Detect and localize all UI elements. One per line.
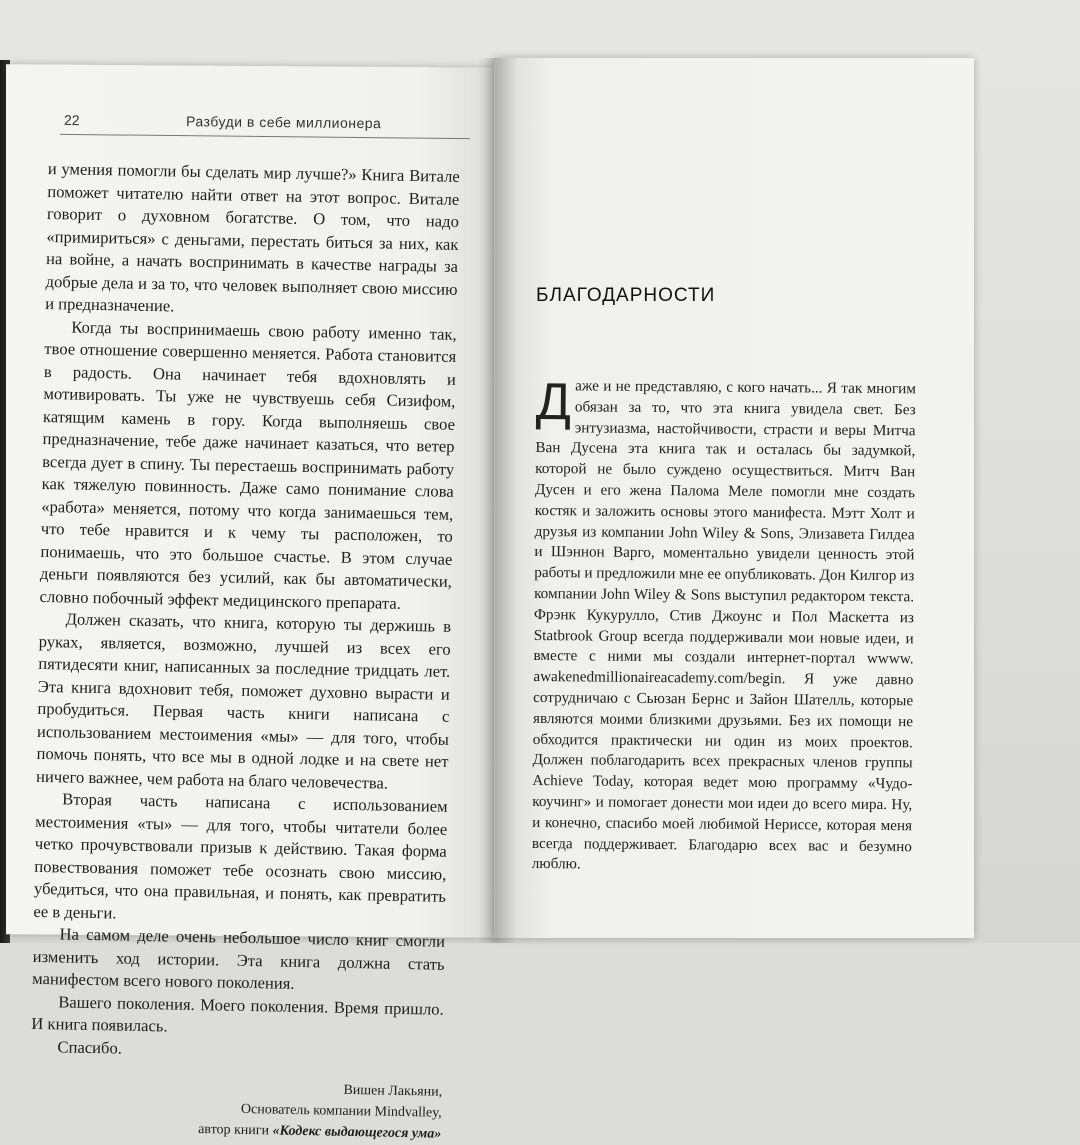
paragraph: Вашего поколения. Моего поколения. Время пришло. И книга появилась. — [31, 991, 444, 1036]
chapter-title: БЛАГОДАРНОСТИ — [536, 285, 716, 306]
page-number: 22 — [63, 111, 80, 129]
book-spine-shadow — [478, 58, 518, 943]
left-page-text — [29, 158, 460, 1145]
paragraph: и умения помогли бы сделать мир лучше?» Книга Витале поможет читателю найти ответ на этот вопрос. Витале говорит о духовном богатстве. О том, что надо «примириться» с деньгами, перестать биться за них, как на войне, а начать воспринимать в качестве награды за добрые дела и за то, что человек выполняет свою миссию и предназначение. — [45, 158, 460, 316]
acknowledgements-body: аже и не представляю, с кого начать... Я так многим обязан за то, что эта книга увидела свет. Без энтузиазма, настойчивости, страсти и веры Митча Ван Дусена эта книга так и осталась бы задумкой, которой не было суждено осуществиться. Митч Ван Дусен и его жена Палома Меле помогли мне создать костяк и заложить основы этого манифеста. Мэтт Холт и друзья из компании John Wiley & Sons, Элизавета Гилдеа и Шэннон Варго, моментально увидели ценность этой работы и предложили мне ее опубликовать. Дон Килгор из компании John Wiley & Sons выступил редактором текста. Фрэнк Кукурулло, Стив Джоунс и Пол Маскетта из Statbrook Group всегда поддерживали мои новые идеи, и вместе с ними мы создали интернет-портал wwww. awakenedmillionaireacademy.com/begin. Я уже давно сотрудничаю с Сьюзан Бернс и Зайон Шателль, которые являются моими близкими друзьями. Без их помощи не обходится практически ни один из моих проектов. Должен поблагодарить всех прекрасных членов группы Achieve Today, которая ведет мою программу «Чудо-коучинг» и помогает донести мои идеи до всего мира. Ну, и конечно, спасибо моей любимой Нериссе, которая меня всегда поддерживает. Благодарю всех вас и безумно люблю. — [531, 377, 916, 873]
paragraph: Должен сказать, что книга, которую ты держишь в руках, является, возможно, лучшей из всех его пятидесяти книг, написанных за последние тридцать лет. Эта книга вдохновит тебя, поможет духовно вырасти и пробудиться. Первая часть книги написана с использованием местоимения «мы» — для того, чтобы помочь понять, что все мы в одной лодке и на свете нет ничего важнее, чем работа на благо человечества. — [35, 609, 452, 793]
drop-cap: Д — [535, 373, 572, 432]
signature-role: Основатель компании Mindvalley, — [240, 1101, 442, 1121]
paragraph: Когда ты воспринимаешь свою работу именно так, твое отношение совершенно меняется. Работа становится в радость. Она начинает тебя вдохновлять и мотивировать. Ты уже не чувствуешь себя Сизифом, катящим камень в гору. Когда выполняешь свое предназначение, тебе даже начинает казаться, что ветер всегда дует в спину. Ты перестаешь воспринимать работу как тяжелую повинность. Даже само понимание слова «работа» меняется, потому что когда занимаешься тем, что тебе нравится и к чему ты расположен, то понимаешь, что это большое счастье. В этом случае деньги появляются без усилий, как бы автоматически, словно побочный эффект медицинского препарата. — [39, 316, 457, 613]
running-head — [60, 110, 470, 140]
paragraph: На самом деле очень небольшое число книг смогли изменить ход истории. Эта книга должна стать манифестом всего нового поколения. — [32, 924, 446, 993]
signature-book-prefix: автор книги — [198, 1122, 273, 1139]
paragraph: Спасибо. — [57, 1036, 123, 1058]
signature-book-title: «Кодекс выдающегося ума» — [272, 1123, 442, 1142]
running-title: Разбуди в себе миллионера — [185, 113, 382, 132]
right-page-text — [531, 373, 916, 878]
signature-name: Вишен Лакьяни, — [343, 1082, 443, 1100]
signature — [29, 1074, 442, 1145]
paragraph: Вторая часть написана с использованием местоимения «ты» — для того, чтобы читатели более четко прочувствовали призыв к действию. Такая форма повествования поможет тебе осознать свою миссию, убедиться, что она правильная, и понять, как превратить ее в деньги. — [33, 789, 448, 922]
